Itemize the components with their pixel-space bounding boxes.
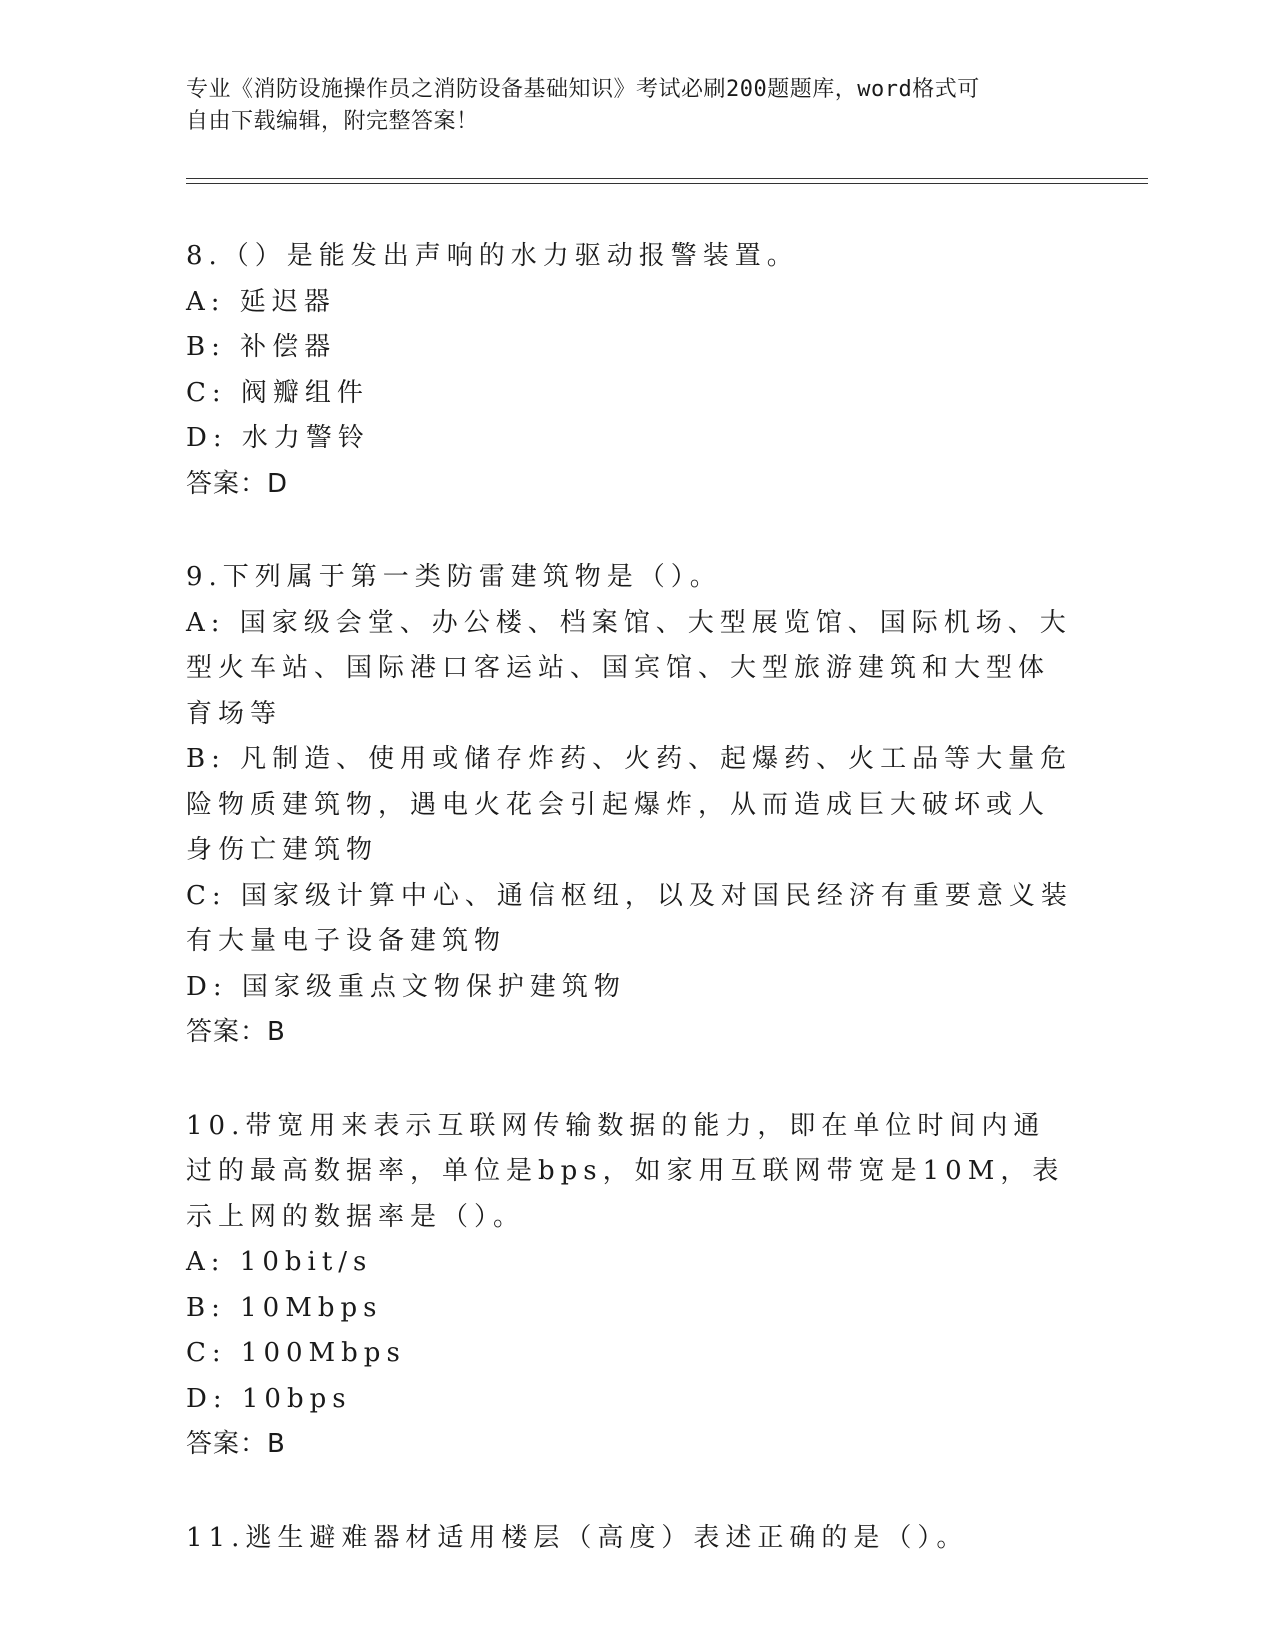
option-c: C: 100Mbps	[186, 1338, 406, 1368]
option-d: D: 10bps	[186, 1383, 352, 1414]
option-d: D: 国家级重点文物保护建筑物	[186, 971, 626, 1002]
question-list	[186, 234, 1076, 1609]
question-8	[186, 234, 1076, 507]
question-11	[186, 1516, 1076, 1562]
header-divider-top	[186, 178, 1148, 179]
option-a: A: 10bit/s	[186, 1247, 373, 1277]
question-stem: 11.逃生避难器材适用楼层（高度）表述正确的是（）。	[186, 1522, 969, 1553]
option-c: C: 国家级计算中心、通信枢纽，以及对国民经济有重要意义装有大量电子设备建筑物	[186, 880, 1073, 956]
answer-line: 答案：B	[186, 1429, 286, 1459]
question-10	[186, 1104, 1076, 1468]
document-header	[186, 74, 1066, 138]
question-stem: 8.（）是能发出声响的水力驱动报警装置。	[186, 241, 799, 271]
option-c: C: 阀瓣组件	[186, 377, 369, 408]
header-line-2: 自由下载编辑，附完整答案！	[186, 109, 479, 134]
header-divider-bottom	[186, 183, 1148, 184]
question-stem: 10.带宽用来表示互联网传输数据的能力，即在单位时间内通过的最高数据率，单位是bps，如家用互联网带宽是10M，表示上网的数据率是（）。	[186, 1110, 1065, 1232]
option-b: B: 凡制造、使用或储存炸药、火药、起爆药、火工品等大量危险物质建筑物，遇电火花会引起爆炸，从而造成巨大破坏或人身伤亡建筑物	[186, 744, 1073, 865]
option-a: A: 国家级会堂、办公楼、档案馆、大型展览馆、国际机场、大型火车站、国际港口客运站、国宾馆、大型旅游建筑和大型体育场等	[186, 607, 1072, 729]
header-line-1: 专业《消防设施操作员之消防设备基础知识》考试必刷200题题库，word格式可	[186, 77, 980, 102]
answer-line: 答案：D	[186, 468, 289, 499]
question-stem: 9.下列属于第一类防雷建筑物是（）。	[186, 562, 722, 592]
answer-line: 答案：B	[186, 1017, 286, 1047]
option-b: B: 补偿器	[186, 332, 337, 362]
option-d: D: 水力警铃	[186, 423, 370, 453]
option-a: A: 延迟器	[186, 286, 336, 317]
question-9	[186, 555, 1076, 1056]
option-b: B: 10Mbps	[186, 1292, 383, 1323]
